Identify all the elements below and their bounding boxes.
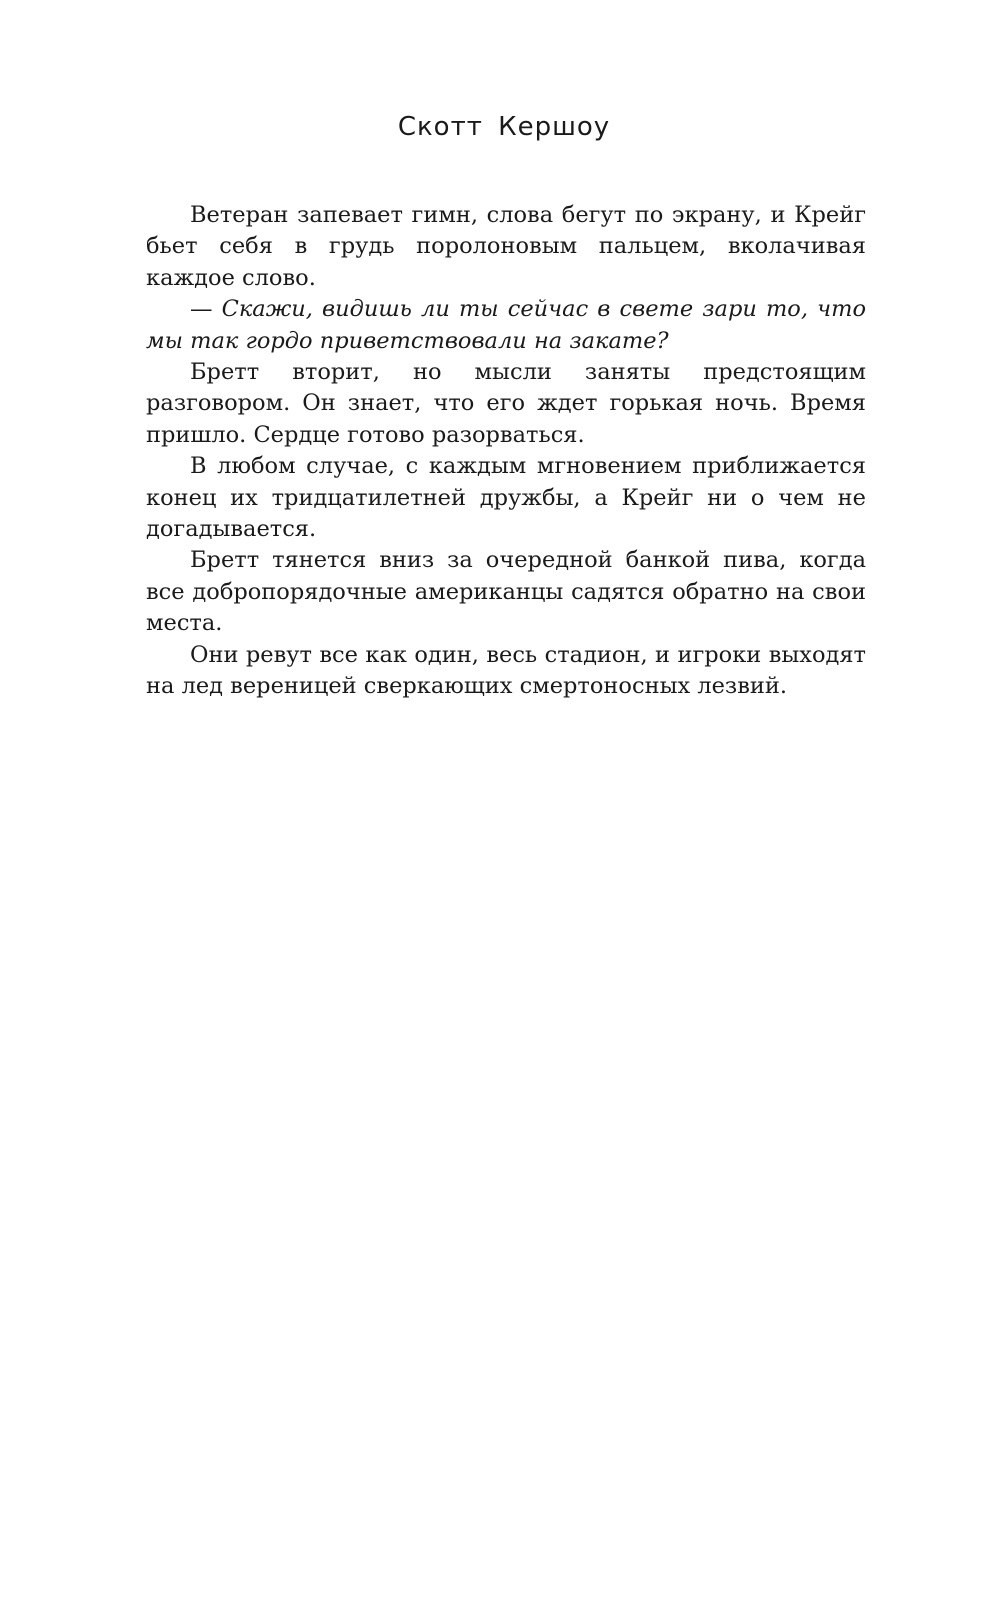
body-text bbox=[146, 200, 866, 703]
dialogue-text: Скажи, видишь ли ты сейчас в свете зари то, что мы так гордо приветствовали на закате? bbox=[146, 296, 866, 354]
running-head-author: Скотт Кершоу bbox=[397, 112, 611, 142]
dialogue-paragraph bbox=[146, 294, 866, 357]
paragraph: Они ревут все как один, весь стадион, и игроки выходят на лед вереницей сверкающих смертоносных лезвий. bbox=[146, 641, 866, 700]
paragraph: В любом случае, с каждым мгновением приближается конец их тридцатилетней дружбы, а Крейг ни о чем не догадывается. bbox=[146, 453, 866, 543]
em-dash: — bbox=[190, 296, 213, 323]
paragraph: Бретт тянется вниз за очередной банкой пива, когда все добропорядочные американцы садятся обратно на свои места. bbox=[146, 547, 866, 637]
paragraph: Ветеран запевает гимн, слова бегут по экрану, и Крейг бьет себя в грудь поролоновым пальцем, вколачивая каждое слово. bbox=[146, 202, 866, 291]
paragraph: Бретт вторит, но мысли заняты предстоящим разговором. Он знает, что его ждет горькая ночь. Время пришло. Сердце готово разорваться. bbox=[146, 359, 866, 448]
